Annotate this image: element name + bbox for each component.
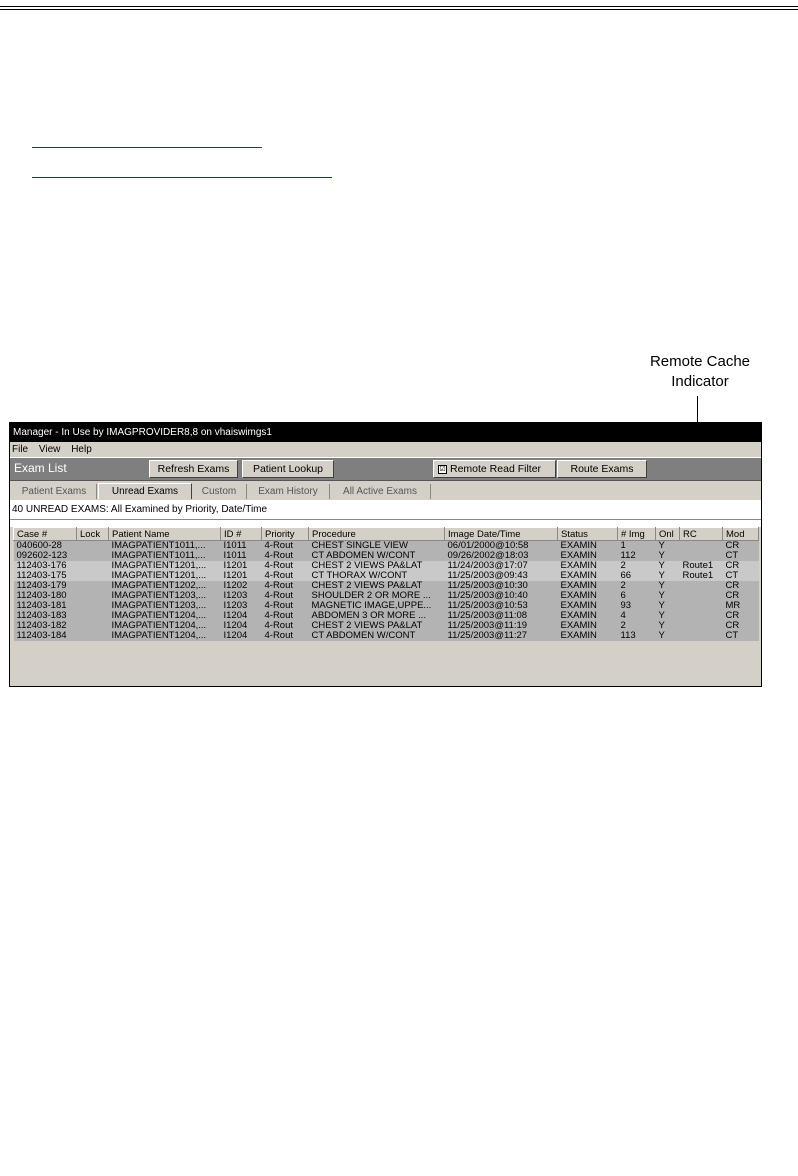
cell-img-count: 2 (618, 561, 656, 571)
exam-table (13, 527, 759, 641)
cell-priority: 4-Rout (262, 631, 309, 641)
cell-online: Y (656, 551, 680, 561)
cell-mod: CR (723, 611, 759, 621)
cell-status: EXAMIN (558, 631, 618, 641)
exam-tabs (10, 481, 761, 501)
cell-mod: CT (723, 571, 759, 581)
cell-case: 112403-176 (14, 561, 77, 571)
cell-priority: 4-Rout (262, 621, 309, 631)
col-priority[interactable]: Priority (262, 528, 309, 541)
cell-online: Y (656, 621, 680, 631)
cell-patient-name: IMAGPATIENT1202,... (109, 581, 221, 591)
cell-online: Y (656, 541, 680, 552)
col-mod[interactable]: Mod (723, 528, 759, 541)
tab-exam-history[interactable]: Exam History (247, 484, 330, 499)
col-online[interactable]: Onl (656, 528, 680, 541)
col-img-count[interactable]: # Img (618, 528, 656, 541)
cell-procedure: CT ABDOMEN W/CONT (309, 551, 445, 561)
cell-lock (77, 621, 109, 631)
cell-id: I1203 (221, 601, 262, 611)
col-id[interactable]: ID # (221, 528, 262, 541)
cell-patient-name: IMAGPATIENT1204,... (109, 631, 221, 641)
cell-priority: 4-Rout (262, 571, 309, 581)
col-rc[interactable]: RC (680, 528, 723, 541)
cell-rc (680, 621, 723, 631)
col-patient-name[interactable]: Patient Name (109, 528, 221, 541)
refresh-exams-button[interactable]: Refresh Exams (149, 460, 238, 478)
toc-link-2[interactable] (32, 167, 332, 178)
cell-img-count: 2 (618, 621, 656, 631)
cell-lock (77, 551, 109, 561)
table-row[interactable] (14, 581, 759, 591)
table-row[interactable] (14, 571, 759, 581)
cell-case: 092602-123 (14, 551, 77, 561)
cell-image-datetime: 06/01/2000@10:58 (445, 541, 558, 552)
cell-mod: CR (723, 561, 759, 571)
cell-img-count: 4 (618, 611, 656, 621)
cell-lock (77, 581, 109, 591)
cell-priority: 4-Rout (262, 561, 309, 571)
cell-status: EXAMIN (558, 571, 618, 581)
cell-procedure: CHEST 2 VIEWS PA&LAT (309, 561, 445, 571)
header-rule-inner (0, 9, 798, 10)
cell-lock (77, 601, 109, 611)
cell-mod: CR (723, 591, 759, 601)
cell-online: Y (656, 571, 680, 581)
cell-procedure: CT THORAX W/CONT (309, 571, 445, 581)
cell-img-count: 66 (618, 571, 656, 581)
cell-priority: 4-Rout (262, 591, 309, 601)
cell-status: EXAMIN (558, 591, 618, 601)
tab-all-active-exams[interactable]: All Active Exams (330, 484, 431, 499)
exam-count-status: 40 UNREAD EXAMS: All Examined by Priority, Date/Time (10, 501, 761, 520)
cell-id: I1204 (221, 631, 262, 641)
header-rule (0, 6, 798, 7)
window-titlebar: Manager - In Use by IMAGPROVIDER8,8 on vhaiswimgs1 (10, 423, 761, 442)
cell-status: EXAMIN (558, 601, 618, 611)
cell-lock (77, 631, 109, 641)
cell-image-datetime: 11/25/2003@11:27 (445, 631, 558, 641)
cell-id: I1011 (221, 551, 262, 561)
cell-img-count: 112 (618, 551, 656, 561)
cell-image-datetime: 11/25/2003@11:08 (445, 611, 558, 621)
cell-procedure: CHEST 2 VIEWS PA&LAT (309, 621, 445, 631)
cell-rc (680, 591, 723, 601)
cell-case: 112403-180 (14, 591, 77, 601)
cell-patient-name: IMAGPATIENT1203,... (109, 601, 221, 611)
cell-priority: 4-Rout (262, 551, 309, 561)
cell-mod: CT (723, 631, 759, 641)
cell-patient-name: IMAGPATIENT1204,... (109, 611, 221, 621)
col-procedure[interactable]: Procedure (309, 528, 445, 541)
cell-image-datetime: 11/25/2003@11:19 (445, 621, 558, 631)
menu-view[interactable]: View (38, 444, 61, 455)
toc-link-1[interactable] (32, 137, 262, 148)
table-row[interactable] (14, 621, 759, 631)
cell-online: Y (656, 561, 680, 571)
cell-image-datetime: 11/25/2003@10:30 (445, 581, 558, 591)
cell-lock (77, 591, 109, 601)
col-lock[interactable]: Lock (77, 528, 109, 541)
cell-id: I1204 (221, 621, 262, 631)
cell-case: 112403-182 (14, 621, 77, 631)
cell-image-datetime: 11/25/2003@10:40 (445, 591, 558, 601)
cell-patient-name: IMAGPATIENT1201,... (109, 571, 221, 581)
cell-rc (680, 581, 723, 591)
cell-img-count: 93 (618, 601, 656, 611)
cell-image-datetime: 11/25/2003@09:43 (445, 571, 558, 581)
menu-file[interactable]: File (12, 444, 29, 455)
col-case[interactable]: Case # (14, 528, 77, 541)
col-status[interactable]: Status (558, 528, 618, 541)
cell-rc: Route1 (680, 561, 723, 571)
cell-case: 112403-183 (14, 611, 77, 621)
cell-id: I1203 (221, 591, 262, 601)
table-row[interactable] (14, 631, 759, 641)
cell-status: EXAMIN (558, 561, 618, 571)
exam-list-window (9, 422, 762, 687)
cell-id: I1201 (221, 571, 262, 581)
cell-mod: CR (723, 541, 759, 552)
cell-img-count: 6 (618, 591, 656, 601)
cell-image-datetime: 11/25/2003@10:53 (445, 601, 558, 611)
cell-case: 112403-181 (14, 601, 77, 611)
table-row[interactable] (14, 601, 759, 611)
cell-status: EXAMIN (558, 621, 618, 631)
tab-unread-exams[interactable]: Unread Exams (98, 483, 192, 499)
cell-patient-name: IMAGPATIENT1201,... (109, 561, 221, 571)
cell-image-datetime: 09/26/2002@18:03 (445, 551, 558, 561)
col-image-datetime[interactable]: Image Date/Time (445, 528, 558, 541)
cell-rc (680, 631, 723, 641)
cell-case: 112403-184 (14, 631, 77, 641)
cell-case: 112403-175 (14, 571, 77, 581)
checkbox-checked-icon: ☑ (439, 465, 446, 473)
cell-status: EXAMIN (558, 581, 618, 591)
cell-mod: CT (723, 551, 759, 561)
cell-patient-name: IMAGPATIENT1011,... (109, 541, 221, 552)
cell-priority: 4-Rout (262, 541, 309, 552)
cell-procedure: SHOULDER 2 OR MORE ... (309, 591, 445, 601)
cell-patient-name: IMAGPATIENT1011,... (109, 551, 221, 561)
cell-status: EXAMIN (558, 611, 618, 621)
cell-lock (77, 611, 109, 621)
cell-img-count: 1 (618, 541, 656, 552)
table-row[interactable] (14, 551, 759, 561)
cell-case: 112403-179 (14, 581, 77, 591)
cell-mod: CR (723, 621, 759, 631)
cell-status: EXAMIN (558, 551, 618, 561)
cell-procedure: CHEST SINGLE VIEW (309, 541, 445, 552)
cell-priority: 4-Rout (262, 581, 309, 591)
cell-online: Y (656, 581, 680, 591)
table-row[interactable] (14, 561, 759, 571)
cell-priority: 4-Rout (262, 601, 309, 611)
cell-image-datetime: 11/24/2003@17:07 (445, 561, 558, 571)
cell-procedure: ABDOMEN 3 OR MORE ... (309, 611, 445, 621)
tab-custom[interactable]: Custom (192, 484, 247, 499)
table-row[interactable] (14, 611, 759, 621)
cell-procedure: CHEST 2 VIEWS PA&LAT (309, 581, 445, 591)
cell-mod: CR (723, 581, 759, 591)
cell-id: I1011 (221, 541, 262, 552)
cell-img-count: 113 (618, 631, 656, 641)
table-row[interactable] (14, 591, 759, 601)
cell-rc: Route1 (680, 571, 723, 581)
cell-id: I1204 (221, 611, 262, 621)
callout-line-1: Remote Cache (649, 353, 751, 370)
tab-patient-exams[interactable]: Patient Exams (12, 484, 97, 499)
toolbar (10, 457, 761, 481)
menu-help[interactable]: Help (71, 444, 92, 455)
cell-lock (77, 541, 109, 552)
cell-rc (680, 601, 723, 611)
cell-rc (680, 551, 723, 561)
patient-lookup-button[interactable]: Patient Lookup (242, 460, 334, 478)
cell-procedure: MAGNETIC IMAGE,UPPE... (309, 601, 445, 611)
cell-online: Y (656, 591, 680, 601)
cell-lock (77, 561, 109, 571)
cell-patient-name: IMAGPATIENT1204,... (109, 621, 221, 631)
cell-procedure: CT ABDOMEN W/CONT (309, 631, 445, 641)
cell-rc (680, 541, 723, 552)
cell-lock (77, 571, 109, 581)
table-row[interactable] (14, 541, 759, 552)
cell-img-count: 2 (618, 581, 656, 591)
cell-rc (680, 611, 723, 621)
cell-id: I1201 (221, 561, 262, 571)
remote-read-filter-checkbox[interactable] (433, 460, 556, 478)
toolbar-title: Exam List (14, 461, 67, 475)
cell-online: Y (656, 611, 680, 621)
callout-line-2: Indicator (671, 373, 729, 390)
cell-online: Y (656, 601, 680, 611)
cell-online: Y (656, 631, 680, 641)
table-header-row (14, 528, 759, 541)
cell-mod: MR (723, 601, 759, 611)
cell-status: EXAMIN (558, 541, 618, 552)
cell-priority: 4-Rout (262, 611, 309, 621)
menu-bar (10, 442, 761, 457)
cell-case: 040600-28 (14, 541, 77, 552)
remote-cache-callout (630, 352, 770, 392)
route-exams-button[interactable]: Route Exams (557, 460, 647, 478)
remote-read-filter-label: Remote Read Filter (450, 463, 542, 475)
cell-patient-name: IMAGPATIENT1203,... (109, 591, 221, 601)
cell-id: I1202 (221, 581, 262, 591)
